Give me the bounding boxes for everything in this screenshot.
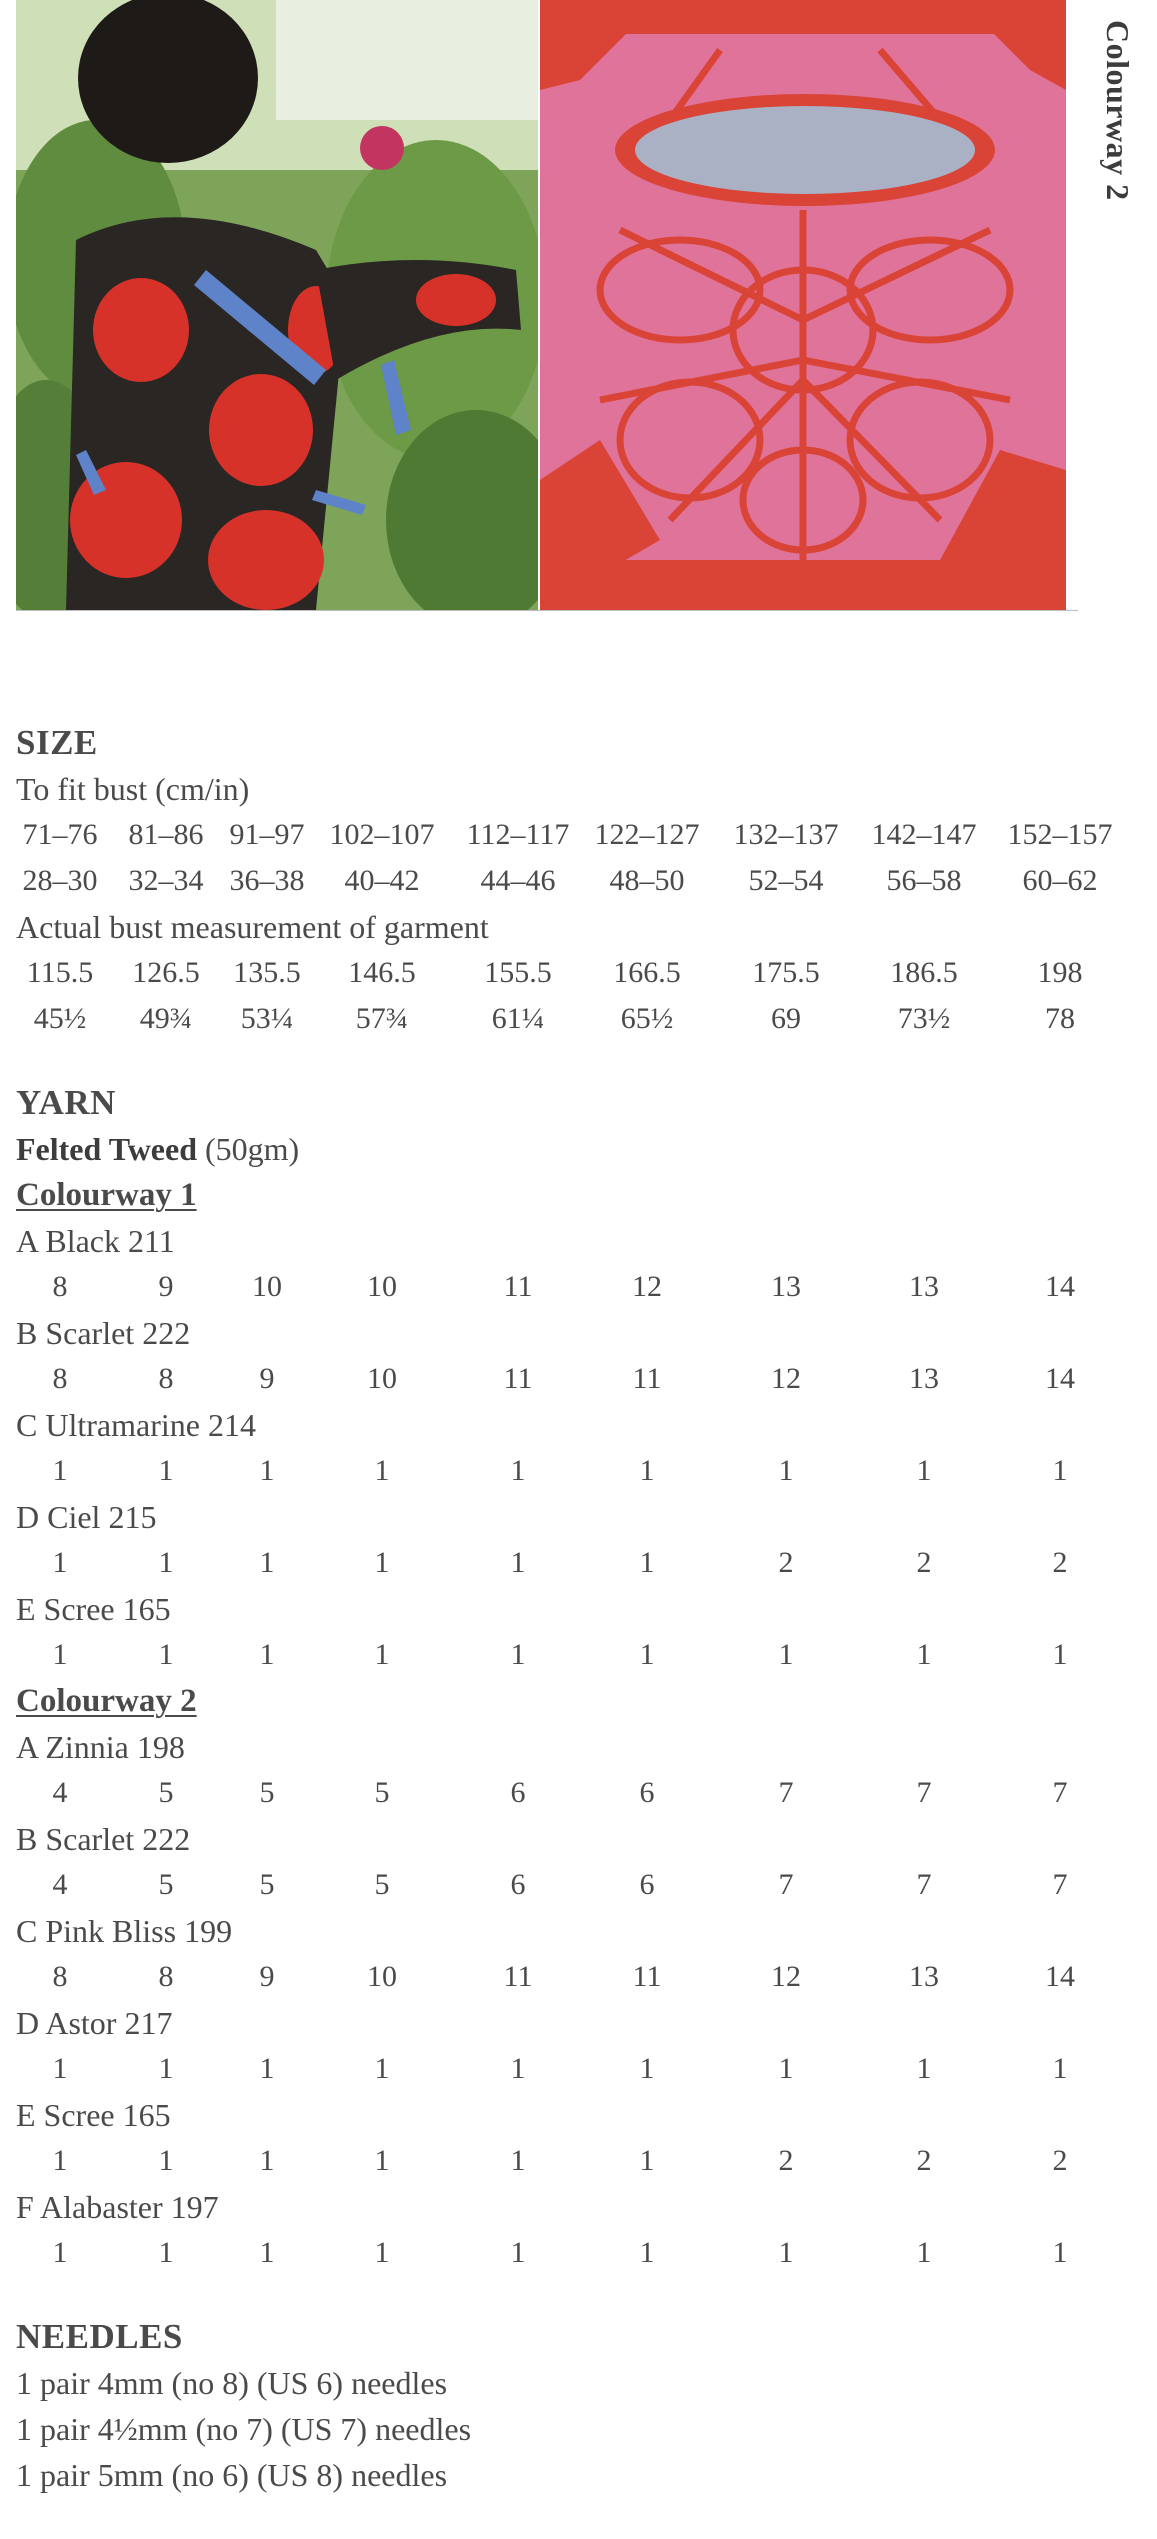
amount-cell: 5 — [259, 1776, 275, 1809]
size-cell: 122–127 — [594, 818, 700, 851]
amount-cell: 10 — [367, 1960, 397, 1993]
amount-cell: 5 — [374, 1868, 390, 1901]
size-cell: 142–147 — [871, 818, 977, 851]
amount-cell: 1 — [259, 2236, 275, 2269]
shade-amount-row — [16, 1356, 1136, 1402]
shade-amount-row — [16, 1540, 1136, 1586]
amount-cell: 1 — [52, 1546, 68, 1579]
size-cell: 166.5 — [613, 956, 681, 989]
amount-cell: 14 — [1045, 1270, 1075, 1303]
shade-label: E Scree 165 — [16, 2097, 171, 2133]
amount-cell: 1 — [52, 2144, 68, 2177]
size-cell: 152–157 — [1007, 818, 1113, 851]
size-cell: 115.5 — [26, 956, 94, 989]
amount-cell: 8 — [158, 1362, 174, 1395]
amount-cell: 9 — [259, 1362, 275, 1395]
size-cell: 91–97 — [229, 818, 305, 851]
size-cell: 73½ — [897, 1002, 951, 1035]
size-cell: 135.5 — [233, 956, 301, 989]
shade-amount-row — [16, 1862, 1136, 1908]
amount-cell: 2 — [1052, 1546, 1068, 1579]
amount-cell: 1 — [1052, 2236, 1068, 2269]
size-cell: 132–137 — [733, 818, 839, 851]
amount-cell: 2 — [916, 2144, 932, 2177]
amount-cell: 11 — [503, 1960, 533, 1993]
size-heading: SIZE — [16, 723, 98, 762]
amount-cell: 7 — [778, 1868, 794, 1901]
size-cell: 198 — [1037, 956, 1083, 989]
amount-cell: 1 — [158, 1638, 174, 1671]
amount-cell: 1 — [374, 1454, 390, 1487]
amount-cell: 1 — [1052, 2052, 1068, 2085]
size-section — [16, 720, 1136, 1042]
shade-amount-row — [16, 1448, 1136, 1494]
amount-cell: 7 — [1052, 1868, 1068, 1901]
amount-cell: 1 — [639, 1638, 655, 1671]
amount-cell: 6 — [639, 1776, 655, 1809]
size-cell: 126.5 — [132, 956, 200, 989]
amount-cell: 2 — [916, 1546, 932, 1579]
needles-heading: NEEDLES — [16, 2317, 183, 2356]
size-cell: 44–46 — [480, 864, 556, 897]
amount-cell: 13 — [909, 1362, 939, 1395]
amount-cell: 1 — [778, 1638, 794, 1671]
amount-cell: 6 — [510, 1868, 526, 1901]
size-cell: 81–86 — [128, 818, 204, 851]
amount-cell: 1 — [510, 1454, 526, 1487]
model-photo — [16, 0, 538, 610]
amount-cell: 1 — [778, 2052, 794, 2085]
shade-amount-row — [16, 1770, 1136, 1816]
size-cell: 71–76 — [22, 818, 98, 851]
shade-label: C Ultramarine 214 — [16, 1407, 256, 1443]
amount-cell: 8 — [52, 1362, 68, 1395]
size-cell: 52–54 — [748, 864, 824, 897]
amount-cell: 12 — [632, 1270, 662, 1303]
shade-amount-row — [16, 1632, 1136, 1678]
amount-cell: 1 — [259, 1454, 275, 1487]
colourway-1-title: Colourway 1 — [16, 1177, 197, 1213]
amount-cell: 2 — [1052, 2144, 1068, 2177]
actual-cm-row — [16, 950, 1136, 996]
amount-cell: 10 — [367, 1270, 397, 1303]
size-cell: 112–117 — [466, 818, 570, 851]
amount-cell: 2 — [778, 1546, 794, 1579]
size-cell: 61¼ — [491, 1002, 545, 1035]
shade-label: A Zinnia 198 — [16, 1729, 185, 1765]
actual-bust-label: Actual bust measurement of garment — [16, 909, 489, 945]
to-fit-label: To fit bust (cm/in) — [16, 771, 250, 807]
shade-label: D Ciel 215 — [16, 1499, 157, 1535]
shade-label: F Alabaster 197 — [16, 2189, 219, 2225]
section-gap — [16, 1042, 1136, 1080]
amount-cell: 5 — [158, 1776, 174, 1809]
colourway-2-title: Colourway 2 — [16, 1683, 197, 1719]
shade-label: E Scree 165 — [16, 1591, 171, 1627]
amount-cell: 1 — [639, 1546, 655, 1579]
amount-cell: 9 — [259, 1960, 275, 1993]
amount-cell: 7 — [916, 1776, 932, 1809]
amount-cell: 1 — [52, 2052, 68, 2085]
amount-cell: 1 — [52, 2236, 68, 2269]
amount-cell: 1 — [510, 2144, 526, 2177]
amount-cell: 1 — [916, 2052, 932, 2085]
amount-cell: 2 — [778, 2144, 794, 2177]
amount-cell: 12 — [771, 1362, 801, 1395]
size-cell: 146.5 — [348, 956, 416, 989]
amount-cell: 1 — [374, 2236, 390, 2269]
amount-cell: 1 — [639, 1454, 655, 1487]
amount-cell: 1 — [639, 2236, 655, 2269]
size-cell: 60–62 — [1022, 864, 1098, 897]
shade-label: D Astor 217 — [16, 2005, 173, 2041]
amount-cell: 1 — [52, 1454, 68, 1487]
amount-cell: 1 — [259, 2144, 275, 2177]
shade-label: A Black 211 — [16, 1223, 175, 1259]
to-fit-in-row — [16, 858, 1136, 904]
amount-cell: 1 — [778, 2236, 794, 2269]
yarn-weight: (50gm) — [205, 1131, 300, 1167]
amount-cell: 1 — [1052, 1454, 1068, 1487]
amount-cell: 14 — [1045, 1960, 1075, 1993]
size-cell: 48–50 — [609, 864, 685, 897]
amount-cell: 1 — [158, 2236, 174, 2269]
size-cell: 78 — [1045, 1002, 1075, 1035]
amount-cell: 10 — [252, 1270, 282, 1303]
amount-cell: 1 — [916, 2236, 932, 2269]
yarn-heading: YARN — [16, 1083, 116, 1122]
size-cell: 32–34 — [128, 864, 204, 897]
to-fit-cm-row — [16, 812, 1136, 858]
size-cell: 186.5 — [890, 956, 958, 989]
amount-cell: 1 — [916, 1454, 932, 1487]
amount-cell: 1 — [259, 2052, 275, 2085]
shade-amount-row — [16, 2138, 1136, 2184]
amount-cell: 1 — [639, 2144, 655, 2177]
shade-amount-row — [16, 2230, 1136, 2276]
size-cell: 175.5 — [752, 956, 820, 989]
yarn-name: Felted Tweed — [16, 1131, 197, 1167]
size-cell: 57¾ — [355, 1002, 409, 1035]
shade-amount-row — [16, 1264, 1136, 1310]
amount-cell: 8 — [52, 1270, 68, 1303]
shade-label: B Scarlet 222 — [16, 1821, 191, 1857]
size-cell: 28–30 — [22, 864, 98, 897]
shade-label: C Pink Bliss 199 — [16, 1913, 233, 1949]
amount-cell: 4 — [52, 1776, 68, 1809]
size-cell: 65½ — [620, 1002, 674, 1035]
amount-cell: 13 — [909, 1270, 939, 1303]
amount-cell: 1 — [374, 2052, 390, 2085]
amount-cell: 1 — [1052, 1638, 1068, 1671]
shade-label: B Scarlet 222 — [16, 1315, 191, 1351]
needle-item: 1 pair 4mm (no 8) (US 6) needles — [16, 2365, 448, 2401]
amount-cell: 1 — [52, 1638, 68, 1671]
amount-cell: 1 — [510, 1546, 526, 1579]
size-cell: 36–38 — [229, 864, 305, 897]
size-cell: 56–58 — [886, 864, 962, 897]
amount-cell: 1 — [510, 2236, 526, 2269]
amount-cell: 1 — [778, 1454, 794, 1487]
size-cell: 155.5 — [484, 956, 552, 989]
needle-item: 1 pair 4½mm (no 7) (US 7) needles — [16, 2411, 472, 2447]
amount-cell: 1 — [158, 2144, 174, 2177]
actual-in-row — [16, 996, 1136, 1042]
amount-cell: 6 — [510, 1776, 526, 1809]
amount-cell: 1 — [259, 1546, 275, 1579]
amount-cell: 1 — [374, 1546, 390, 1579]
size-cell: 69 — [771, 1002, 801, 1035]
amount-cell: 14 — [1045, 1362, 1075, 1395]
pattern-details — [16, 720, 1136, 2498]
photo-row — [16, 0, 1078, 612]
size-cell: 40–42 — [344, 864, 420, 897]
amount-cell: 5 — [374, 1776, 390, 1809]
amount-cell: 5 — [158, 1868, 174, 1901]
amount-cell: 11 — [503, 1270, 533, 1303]
yarn-section — [16, 1080, 1136, 2276]
amount-cell: 4 — [52, 1868, 68, 1901]
amount-cell: 5 — [259, 1868, 275, 1901]
amount-cell: 8 — [158, 1960, 174, 1993]
amount-cell: 1 — [158, 1546, 174, 1579]
amount-cell: 1 — [916, 1638, 932, 1671]
size-cell: 102–107 — [329, 818, 435, 851]
amount-cell: 7 — [778, 1776, 794, 1809]
size-cell: 53¼ — [240, 1002, 294, 1035]
needle-item: 1 pair 5mm (no 6) (US 8) needles — [16, 2457, 448, 2493]
size-cell: 49¾ — [139, 1002, 193, 1035]
amount-cell: 10 — [367, 1362, 397, 1395]
yarn-name-line — [16, 1126, 1136, 1172]
amount-cell: 1 — [639, 2052, 655, 2085]
shade-amount-row — [16, 2046, 1136, 2092]
amount-cell: 11 — [632, 1960, 662, 1993]
shade-amount-row — [16, 1954, 1136, 2000]
amount-cell: 8 — [52, 1960, 68, 1993]
amount-cell: 13 — [909, 1960, 939, 1993]
amount-cell: 1 — [158, 1454, 174, 1487]
swatch-photo — [540, 0, 1066, 610]
amount-cell: 1 — [510, 2052, 526, 2085]
amount-cell: 11 — [632, 1362, 662, 1395]
amount-cell: 11 — [503, 1362, 533, 1395]
amount-cell: 6 — [639, 1868, 655, 1901]
amount-cell: 1 — [510, 1638, 526, 1671]
amount-cell: 13 — [771, 1270, 801, 1303]
amount-cell: 9 — [158, 1270, 174, 1303]
size-cell: 45½ — [33, 1002, 87, 1035]
amount-cell: 1 — [374, 1638, 390, 1671]
amount-cell: 1 — [374, 2144, 390, 2177]
photo-divider — [16, 610, 1078, 611]
needles-section — [16, 2314, 1136, 2498]
section-gap — [16, 2276, 1136, 2314]
amount-cell: 1 — [259, 1638, 275, 1671]
colourway-side-label: Colourway 2 — [1100, 20, 1136, 201]
amount-cell: 7 — [916, 1868, 932, 1901]
amount-cell: 7 — [1052, 1776, 1068, 1809]
amount-cell: 1 — [158, 2052, 174, 2085]
amount-cell: 12 — [771, 1960, 801, 1993]
